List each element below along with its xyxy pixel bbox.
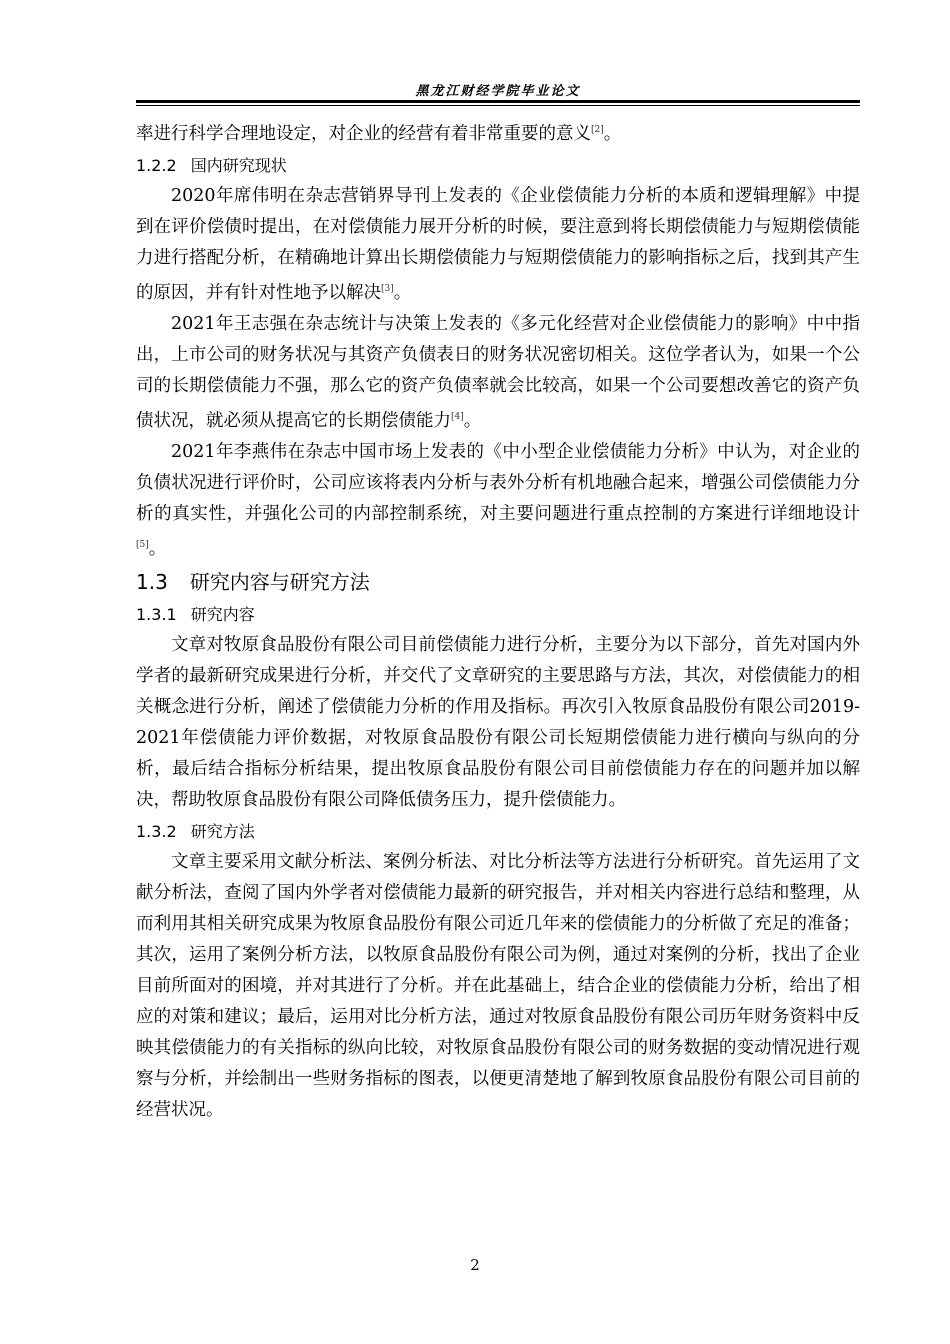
- citation-ref: [5]: [136, 540, 149, 550]
- section-heading-1-3-1: 1.3.1 研究内容: [136, 605, 255, 624]
- paragraph: 文章主要采用文献分析法、案例分析法、对比分析法等方法进行分析研究。首先运用了文献分析法，查阅了国内外学者对偿债能力最新的研究报告，并对相关内容进行总结和整理，从而利用其相关研究成果为牧原食品股份有限公司近几年来的偿债能力的分析做了充足的准备；其次，运用了案例分析方法，以牧原食品股份有限公司为例，通过对案例的分析，找出了企业目前所面对的困境，并对其进行了分析。并在此基础上，结合企业的偿债能力分析，给出了相应的对策和建议；最后，运用对比分析方法，通过对牧原食品股份有限公司历年财务资料中反映其偿债能力的有关指标的纵向比较，对牧原食品股份有限公司的财务数据的变动情况进行观察与分析，并绘制出一些财务指标的图表，以便更清楚地了解到牧原食品股份有限公司目前的经营状况。: [136, 852, 860, 1120]
- paragraph: 2021年李燕伟在杂志中国市场上发表的《中小型企业偿债能力分析》中认为，对企业的负债状况进行评价时，公司应该将表内分析与表外分析有机地融合起来，增强公司偿债能力分析的真实性，并强化公司的内部控制系统，对主要问题进行重点控制的方案进行详细地设计[5]。: [136, 442, 860, 559]
- citation-ref: [2]: [591, 125, 604, 135]
- citation-ref: [3]: [381, 284, 394, 294]
- section-heading-1-2-2: 1.2.2 国内研究现状: [136, 156, 287, 175]
- section-heading-1-3-2: 1.3.2 研究方法: [136, 822, 255, 841]
- paragraph: 2020年席伟明在杂志营销界导刊上发表的《企业偿债能力分析的本质和逻辑理解》中提到在评价偿债时提出，在对偿债能力展开分析的时候，要注意到将长期偿债能力与短期偿债能力进行搭配分析，在精确地计算出长期偿债能力与短期偿债能力的影响指标之后，找到其产生的原因，并有针对性地予以解决[3]。: [136, 186, 860, 303]
- paragraph-continuation: 率进行科学合理地设定，对企业的经营有着非常重要的意义[2]。: [136, 124, 622, 144]
- paragraph: 文章对牧原食品股份有限公司目前偿债能力进行分析，主要分为以下部分，首先对国内外学者的最新研究成果进行分析，并交代了文章研究的主要思路与方法，其次，对偿债能力的相关概念进行分析，阐述了偿债能力分析的作用及指标。再次引入牧原食品股份有限公司2019-2021年偿债能力评价数据，对牧原食品股份有限公司长短期偿债能力进行横向与纵向的分析，最后结合指标分析结果，提出牧原食品股份有限公司目前偿债能力存在的问题并加以解决，帮助牧原食品股份有限公司降低债务压力，提升偿债能力。: [136, 635, 860, 810]
- header-rule-thick: [136, 100, 860, 103]
- paragraph: 2021年王志强在杂志统计与决策上发表的《多元化经营对企业偿债能力的影响》中中指出，上市公司的财务状况与其资产负债表日的财务状况密切相关。这位学者认为，如果一个公司的长期偿债能力不强，那么它的资产负债率就会比较高，如果一个公司要想改善它的资产负债状况，就必须从提高它的长期偿债能力[4]。: [136, 314, 860, 431]
- header-rule-thin: [136, 105, 860, 106]
- page-number: 2: [470, 1256, 480, 1274]
- section-heading-1-3: 1.3 研究内容与研究方法: [136, 570, 370, 594]
- citation-ref: [4]: [451, 412, 464, 422]
- body-text: [136, 115, 860, 1126]
- running-header: 黑龙江财经学院毕业论文: [415, 84, 581, 99]
